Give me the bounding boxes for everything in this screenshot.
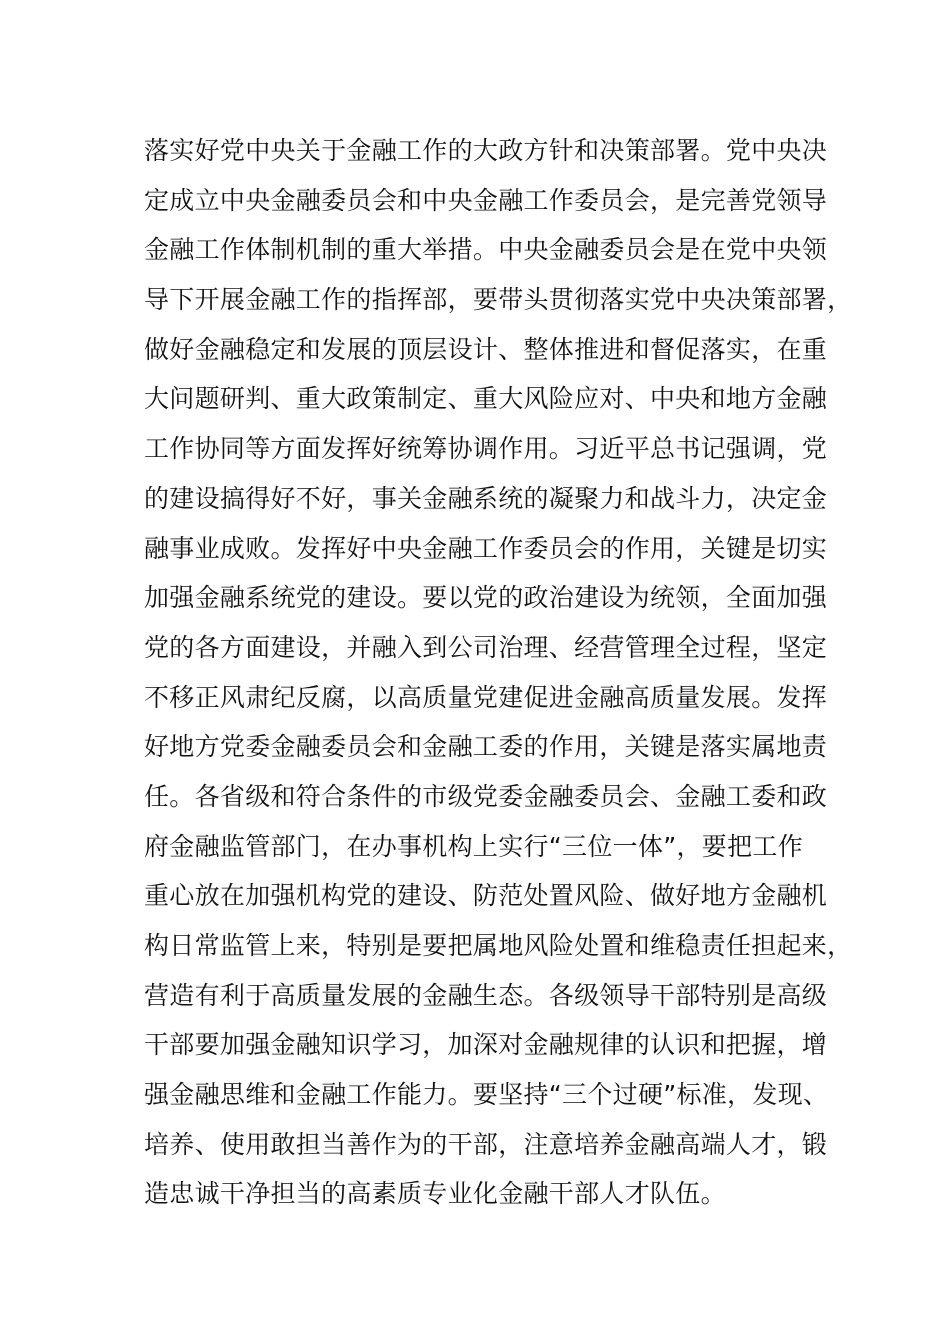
text-line-20: 强金融思维和金融工作能力。要坚持“三个过硬”标准，发现、	[144, 1080, 829, 1110]
text-line-3: 金融工作体制机制的重大举措。中央金融委员会是在党中央领	[144, 235, 828, 265]
text-line-14: 任。各省级和符合条件的市级党委金融委员会、金融工委和政	[144, 781, 828, 811]
text-line-12: 不移正风肃纪反腐，以高质量党建促进金融高质量发展。发挥	[144, 682, 828, 712]
text-line-19: 干部要加强金融知识学习，加深对金融规律的认识和把握，增	[144, 1030, 828, 1060]
text-line-4: 导下开展金融工作的指挥部，要带头贯彻落实党中央决策部署，	[144, 285, 853, 315]
text-line-18: 营造有利于高质量发展的金融生态。各级领导干部特别是高级	[144, 980, 828, 1010]
body-paragraph	[144, 126, 853, 1219]
text-line-9: 融事业成败。发挥好中央金融工作委员会的作用，关键是切实	[144, 533, 828, 563]
text-line-5: 做好金融稳定和发展的顶层设计、整体推进和督促落实，在重	[144, 334, 828, 364]
text-line-15: 府金融监管部门，在办事机构上实行“三位一体”，要把工作	[144, 831, 804, 861]
text-line-10: 加强金融系统党的建设。要以党的政治建设为统领，全面加强	[144, 583, 828, 613]
text-line-11: 党的各方面建设，并融入到公司治理、经营管理全过程，坚定	[144, 632, 828, 662]
text-line-22: 造忠诚干净担当的高素质专业化金融干部人才队伍。	[144, 1179, 726, 1209]
text-line-7: 工作协同等方面发挥好统筹协调作用。习近平总书记强调，党	[144, 434, 828, 464]
text-line-8: 的建设搞得好不好，事关金融系统的凝聚力和战斗力，决定金	[144, 483, 828, 513]
text-line-2: 定成立中央金融委员会和中央金融工作委员会，是完善党领导	[144, 185, 828, 215]
text-line-17: 构日常监管上来，特别是要把属地风险处置和维稳责任担起来，	[144, 931, 853, 960]
text-line-1: 落实好党中央关于金融工作的大政方针和决策部署。党中央决	[144, 136, 828, 165]
text-line-16: 重心放在加强机构党的建设、防范处置风险、做好地方金融机	[144, 881, 828, 911]
text-line-13: 好地方党委金融委员会和金融工委的作用，关键是落实属地责	[144, 732, 828, 762]
text-line-6: 大问题研判、重大政策制定、重大风险应对、中央和地方金融	[144, 384, 828, 414]
text-line-21: 培养、使用敢担当善作为的干部，注意培养金融高端人才，锻	[144, 1129, 828, 1159]
